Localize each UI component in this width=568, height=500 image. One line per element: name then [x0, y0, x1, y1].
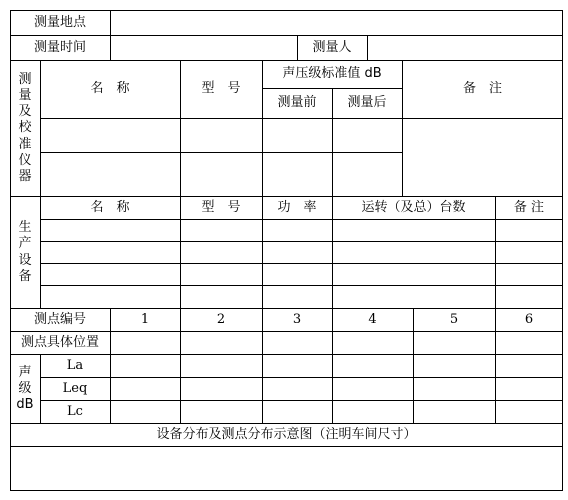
diagram-caption: 设备分布及测点分布示意图（注明车间尺寸）: [156, 426, 417, 442]
grid-line-vertical: [367, 36, 368, 60]
sound-level-la: La: [66, 357, 84, 373]
equipment-section-label: [10, 197, 40, 308]
section-label-char: 校: [18, 120, 32, 136]
section-label-char: 仪: [18, 152, 32, 168]
section-label-char: 生: [18, 220, 32, 235]
equipment-running-header: 运转（及总）台数: [361, 199, 466, 215]
equipment-remark-header: 备 注: [513, 199, 545, 215]
section-label-char: 及: [18, 104, 32, 120]
sound-level-lc: Lc: [67, 403, 83, 419]
time-label: 测量时间: [33, 39, 86, 55]
section-label-char: 产: [18, 236, 32, 252]
section-label-char: 备: [18, 268, 32, 284]
sound-level-section-label: [10, 355, 40, 423]
section-label-char: 器: [18, 169, 32, 185]
grid-line-horizontal: [40, 263, 563, 264]
point-number-1: 1: [140, 311, 150, 327]
equipment-name-header: 名 称: [90, 199, 130, 215]
sound-level-leq: Leq: [62, 380, 88, 396]
point-number-4: 4: [368, 311, 377, 327]
section-label-char: 设: [18, 252, 32, 268]
point-number-3: 3: [292, 311, 302, 327]
grid-line-horizontal: [40, 285, 563, 286]
grid-line-horizontal: [40, 400, 563, 401]
section-label-char: 声: [18, 364, 32, 380]
after-measure-header: 测量后: [347, 95, 387, 111]
equipment-model-header: 型 号: [201, 199, 241, 215]
instruments-section-label: [10, 61, 40, 196]
point-number-label: 测点编号: [33, 311, 86, 327]
point-number-5: 5: [449, 311, 459, 327]
grid-line-horizontal: [40, 241, 563, 242]
section-label-char: 量: [18, 87, 32, 103]
grid-line-vertical: [110, 11, 111, 60]
before-measure-header: 测量前: [277, 95, 317, 111]
point-number-2: 2: [216, 311, 226, 327]
section-label-char: 测: [18, 71, 32, 87]
spl-standard-header: 声压级标准值 dB: [282, 66, 382, 82]
equipment-power-header: 功 率: [277, 199, 317, 215]
section-label-char: 准: [18, 136, 32, 152]
section-label-char: dB: [16, 397, 34, 413]
point-number-6: 6: [524, 311, 534, 327]
point-position-label: 测点具体位置: [20, 334, 99, 350]
grid-line-horizontal: [40, 152, 402, 153]
diagram-area: [11, 447, 562, 490]
site-label: 测量地点: [33, 14, 86, 30]
grid-line-horizontal: [40, 219, 563, 220]
grid-line-horizontal: [40, 377, 563, 378]
instrument-remark-header: 备 注: [462, 81, 502, 97]
person-label: 测量人: [312, 39, 352, 55]
instrument-model-header: 型 号: [201, 81, 241, 97]
grid-line-horizontal: [40, 118, 563, 119]
instrument-name-header: 名 称: [90, 81, 130, 97]
section-label-char: 级: [18, 380, 32, 396]
